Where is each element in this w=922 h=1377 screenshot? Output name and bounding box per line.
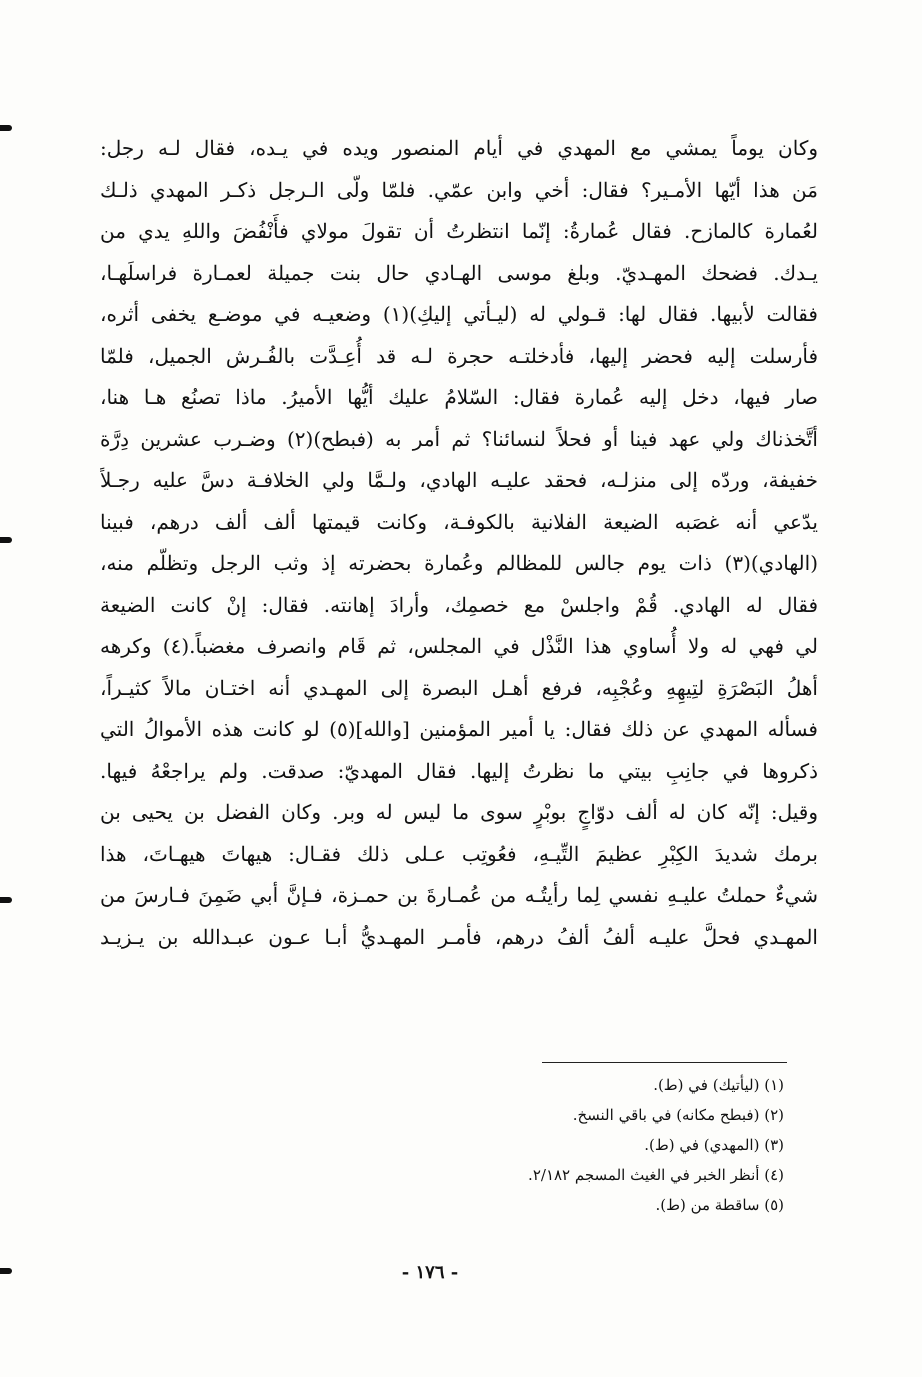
text-line: مَن هذا أيّها الأمـير؟ فقال: أخي وابن عمّي. فلمّا ولّى الـرجل ذكـر المهدي ذلـك [100, 177, 818, 202]
footnote: (٥) ساقطة من (ط). [655, 1196, 784, 1214]
footnote: (٣) (المهدي) في (ط). [644, 1136, 784, 1154]
text-line: لي فهي له ولا أُساوي هذا النَّذْل في المجلس، ثم قَام وانصرف مغضباً.(٤) وكرهه [100, 634, 818, 658]
main-text [100, 128, 818, 958]
scan-edge-mark [0, 897, 12, 903]
text-line: فأرسلت إليه فحضر إليها، فأدخلتـه حجرة لـه قد أُعِـدَّت بالفُـرش الجميل، فلمّا [100, 343, 818, 368]
text-line: فقال له الهادي. قُمْ واجلسْ مع خصمِك، وأرادَ إهانته. فقال: إنْ كانت الضيعة [100, 592, 818, 617]
footnote: (٢) (فبطح مكانه) في باقي النسخ. [572, 1106, 784, 1124]
text-line: فقالت لأبيها. فقال لها: قـولي له (ليـأتي إليكِ)(١) وضعيـه في موضـع يخفى أثره، [100, 302, 818, 326]
text-line: ذكروها في جانِبِ بيتي ما نظرتُ إليها. فقال المهديّ: صدقت. ولم يراجعْهُ فيها. [100, 758, 818, 783]
text-line: أهلُ البَصْرَةِ لتِيهِهِ وعُجْبِه، فرفع أهـل البصرة إلى المهـدي أنه اختـان مالاً كثيـراً، [100, 675, 818, 700]
text-line: برمك شديدَ الكِبْرِ عظيمَ التِّيـهِ، فعُوتِب عـلى ذلك فقـال: هيهاتَ هيهـاتَ، هذا [100, 841, 818, 866]
text-line: المهـدي فحلَّ عليـه ألفُ ألفُ درهم، فأمـر المهـديُّ أبـا عـون عبـدالله بن يـزيـد [100, 924, 818, 949]
footnote: (٤) أنظر الخبر في الغيث المسجم ٢/١٨٢. [528, 1166, 784, 1184]
text-line: فسأله المهدي عن ذلك فقال: يا أمير المؤمنين [والله](٥) لو كانت هذه الأموالُ التي [100, 717, 818, 741]
text-line: وقيل: إنّه كان له ألف دوّاجٍ بوبْرٍ سوى ما ليس له وبر. وكان الفضل بن يحيى بن [100, 800, 818, 824]
footnote-separator [542, 1062, 787, 1063]
text-line: (الهادي)(٣) ذات يوم جالس للمظالم وعُمارة بحضرته إذ وثب الرجل وتظلّم منه، [100, 551, 818, 575]
text-line: لعُمارة كالمازح. فقال عُمارةُ: إنّما انتظرتُ أن تقولَ مولاي فأَنْفُضَ واللهِ يدي من [100, 219, 818, 243]
text-line: خفيفة، وردّه إلى منزلـه، فحقد عليـه الهادي، ولـمَّا ولي الخلافـة دسَّ عليه رجـلاً [100, 468, 818, 492]
text-line: أتَّخذناك ولي عهد فينا أو فحلاً لنسائنا؟ ثم أمر به (فبطح)(٢) وضـرب عشرين دِرَّة [100, 426, 818, 451]
text-line: وكان يوماً يمشي مع المهدي في أيام المنصور ويده في يـده، فقال لـه رجل: [100, 136, 818, 160]
text-line: شيءٌ حملتُ عليـهِ نفسي لِما رأيتُـه من عُمـارةَ بن حمـزة، فـإنَّ أبي ضَمِنَ فـارسَ من [100, 883, 818, 907]
scan-edge-mark [0, 1268, 12, 1274]
scan-edge-mark [0, 125, 12, 131]
footnote: (١) (ليأتيك) في (ط). [653, 1076, 784, 1094]
text-line: يـدك. فضحك المهـديّ. وبلغ موسى الهـادي حال بنت جميلة لعمـارة فراسلَهـا، [100, 260, 818, 285]
scan-edge-mark [0, 537, 12, 543]
text-line: يدّعي أنه غصَبه الضيعة الفلانية بالكوفـة، وكانت قيمتها ألف ألف درهم، فبينا [100, 509, 818, 534]
footnotes [300, 1070, 784, 1220]
page-number: - ١٧٦ - [401, 1262, 459, 1283]
text-line: صار فيها، دخل إليه عُمارة فقال: السّلامُ عليك أيُّها الأميرُ. ماذا تصنُع هـا هنا، [100, 385, 818, 409]
